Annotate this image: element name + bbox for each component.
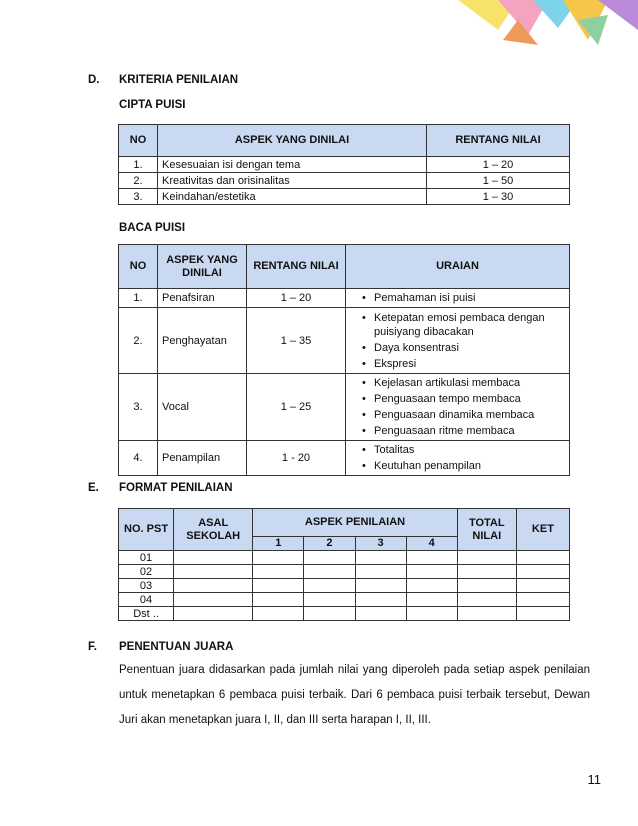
baca-title: BACA PUISI — [119, 222, 186, 234]
cipta-cell: 1 – 30 — [427, 189, 570, 205]
format-aspek-col: 3 — [355, 537, 406, 551]
baca-aspek: Penafsiran — [158, 289, 247, 308]
table-row — [119, 441, 570, 476]
page-number: 11 — [587, 772, 601, 787]
table-row — [119, 173, 570, 189]
list-item: • Penguasaan dinamika membaca — [364, 408, 565, 422]
baca-table — [118, 244, 570, 476]
cipta-table — [118, 124, 570, 205]
cipta-cell: 1. — [119, 157, 158, 173]
table-row — [119, 308, 570, 374]
table-row — [119, 551, 570, 565]
format-row-no: 02 — [119, 565, 174, 579]
list-item: • Daya konsentrasi — [364, 341, 565, 355]
format-row-no: 01 — [119, 551, 174, 565]
cipta-cell: Keindahan/estetika — [158, 189, 427, 205]
cipta-cell: Kreativitas dan orisinalitas — [158, 173, 427, 189]
section-d-title: KRITERIA PENILAIAN — [119, 74, 239, 86]
format-aspek-col: 4 — [406, 537, 457, 551]
baca-aspek: Penghayatan — [158, 308, 247, 374]
baca-uraian — [346, 289, 570, 308]
format-row-no: 03 — [119, 579, 174, 593]
section-f-title: PENENTUAN JUARA — [119, 641, 234, 653]
table-row — [119, 374, 570, 441]
table-row — [119, 607, 570, 621]
section-e-letter: E. — [88, 482, 99, 494]
list-item: • Ekspresi — [364, 357, 565, 371]
list-item: • Penguasaan tempo membaca — [364, 392, 565, 406]
baca-rentang: 1 – 35 — [247, 308, 346, 374]
cipta-cell: 2. — [119, 173, 158, 189]
format-row-no: 04 — [119, 593, 174, 607]
format-header-ket: KET — [516, 509, 569, 551]
section-f-letter: F. — [88, 641, 97, 653]
table-row — [119, 593, 570, 607]
section-f-paragraph: Penentuan juara didasarkan pada jumlah nilai yang diperoleh pada setiap aspek penilaian untuk menetapkan 6 pembaca puisi terbaik. Dari 6 pembaca puisi terbaik tersebut, Dewan Juri akan menetapkan juara I, II, dan III serta harapan I, II, III. — [119, 664, 590, 726]
cipta-cell: 1 – 50 — [427, 173, 570, 189]
cipta-header-aspek: ASPEK YANG DINILAI — [158, 125, 427, 157]
section-e-title: FORMAT PENILAIAN — [119, 482, 233, 494]
format-header-aspek: ASPEK PENILAIAN — [253, 509, 457, 537]
list-item: • Keutuhan penampilan — [364, 459, 565, 473]
baca-no: 2. — [119, 308, 158, 374]
cipta-cell: 3. — [119, 189, 158, 205]
table-row — [119, 157, 570, 173]
list-item: • Ketepatan emosi pembaca dengan puisiyang dibacakan — [364, 311, 565, 339]
table-row — [119, 565, 570, 579]
table-row — [119, 189, 570, 205]
list-item: • Penguasaan ritme membaca — [364, 424, 565, 438]
format-row-no: Dst .. — [119, 607, 174, 621]
baca-uraian — [346, 374, 570, 441]
baca-aspek: Vocal — [158, 374, 247, 441]
baca-rentang: 1 - 20 — [247, 441, 346, 476]
format-aspek-col: 2 — [304, 537, 355, 551]
list-item: • Pemahaman isi puisi — [364, 291, 565, 305]
cipta-header-no: NO — [119, 125, 158, 157]
format-header-total: TOTAL NILAI — [457, 509, 516, 551]
baca-header-aspek: ASPEK YANG DINILAI — [158, 245, 247, 289]
table-row — [119, 289, 570, 308]
list-item: • Totalitas — [364, 443, 565, 457]
format-aspek-col: 1 — [253, 537, 304, 551]
cipta-header-rentang: RENTANG NILAI — [427, 125, 570, 157]
cipta-cell: 1 – 20 — [427, 157, 570, 173]
baca-header-no: NO — [119, 245, 158, 289]
section-d-letter: D. — [88, 74, 100, 86]
baca-aspek: Penampilan — [158, 441, 247, 476]
list-item: • Kejelasan artikulasi membaca — [364, 376, 565, 390]
format-header-no: NO. PST — [119, 509, 174, 551]
baca-no: 4. — [119, 441, 158, 476]
baca-rentang: 1 – 20 — [247, 289, 346, 308]
baca-no: 1. — [119, 289, 158, 308]
cipta-cell: Kesesuaian isi dengan tema — [158, 157, 427, 173]
corner-decoration — [458, 0, 638, 50]
format-header-asal: ASAL SEKOLAH — [174, 509, 253, 551]
baca-rentang: 1 – 25 — [247, 374, 346, 441]
baca-uraian — [346, 308, 570, 374]
baca-header-rentang: RENTANG NILAI — [247, 245, 346, 289]
baca-uraian — [346, 441, 570, 476]
baca-header-uraian: URAIAN — [346, 245, 570, 289]
cipta-title: CIPTA PUISI — [119, 99, 186, 111]
format-table — [118, 508, 570, 621]
baca-no: 3. — [119, 374, 158, 441]
table-row — [119, 579, 570, 593]
